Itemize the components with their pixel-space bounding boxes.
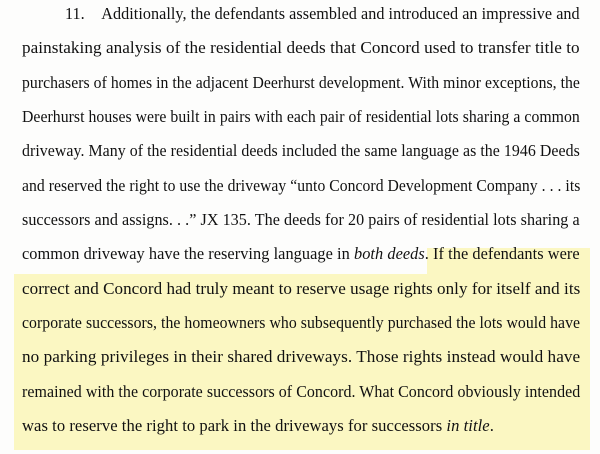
line-text: . If the defendants were — [424, 244, 580, 263]
paragraph-line: corporate successors, the homeowners who subsequently purchased the lots would have — [22, 313, 581, 332]
paragraph-number: 11. — [65, 4, 85, 23]
paragraph-line: Deerhurst houses were built in pairs with each pair of residential lots sharing a common — [22, 107, 580, 126]
italic-emphasis: both deeds — [353, 244, 425, 263]
paragraph-line: successors and assigns. . .” JX 135. The deeds for 20 pairs of residential lots sharing a — [22, 210, 580, 229]
paragraph-line — [22, 244, 580, 264]
line-text: was to reserve the right to park in the driveways for successors — [22, 416, 447, 435]
paragraph-line: painstaking analysis of the residential deeds that Concord used to transfer title to — [22, 38, 580, 57]
line-text: . — [489, 416, 494, 435]
line-text: Additionally, the defendants assembled and introduced an impressive and — [101, 4, 580, 23]
line-text: common driveway have the reserving language in — [22, 244, 354, 263]
paragraph-line: remained with the corporate successors of Concord. What Concord obviously intended — [22, 382, 581, 401]
paragraph-line — [22, 416, 494, 436]
paragraph-line: correct and Concord had truly meant to reserve usage rights only for itself and its — [22, 279, 581, 298]
paragraph-line: and reserved the right to use the driveway “unto Concord Development Company . . . its — [22, 176, 581, 195]
paragraph-line: no parking privileges in their shared driveways. Those rights instead would have — [22, 347, 581, 366]
paragraph-line — [65, 4, 580, 24]
italic-emphasis: in title — [446, 416, 490, 435]
paragraph-line: purchasers of homes in the adjacent Deerhurst development. With minor exceptions, the — [22, 73, 580, 92]
paragraph-line: driveway. Many of the residential deeds included the same language as the 1946 Deeds — [22, 141, 580, 160]
